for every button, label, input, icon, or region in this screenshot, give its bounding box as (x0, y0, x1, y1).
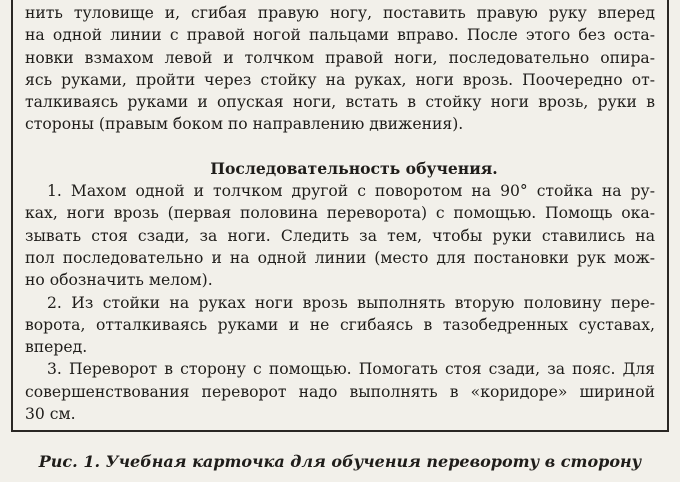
text-line: ках, ноги врозь (первая половина переворота) с помощью. Помощь ока- (25, 204, 655, 223)
text-line: 1. Махом одной и толчком другой с поворотом на 90° стойка на ру- (47, 182, 655, 201)
text-line: но обозначить мелом). (25, 271, 213, 290)
text-line: стороны (правым боком по направлению движения). (25, 115, 464, 134)
text-line: нить туловище и, сгибая правую ногу, поставить правую руку вперед (25, 4, 655, 22)
text-line: талкиваясь руками и опуская ноги, встать в стойку ноги врозь, руки в (25, 93, 655, 112)
text-line: 30 см. (25, 405, 76, 424)
text-line: 2. Из стойки на руках ноги врозь выполнять вторую половину пере- (47, 293, 655, 312)
step-3-paragraph (25, 358, 655, 425)
instruction-card (11, 0, 669, 432)
figure-caption: Рис. 1. Учебная карточка для обучения перевороту в сторону (38, 452, 642, 471)
text-line: 3. Переворот в сторону с помощью. Помогать стоя сзади, за пояс. Для (47, 360, 655, 379)
intro-paragraph (25, 2, 655, 136)
text-line: зывать стоя сзади, за ноги. Следить за тем, чтобы руки ставились на (25, 226, 655, 245)
text-line: пол последовательно и на одной линии (место для постановки рук мож- (25, 248, 655, 267)
text-line: ворота, отталкиваясь руками и не сгибаясь в тазобедренных суставах, (25, 315, 655, 334)
text-line: ясь руками, пройти через стойку на руках, ноги врозь. Поочередно от- (25, 70, 655, 89)
step-1-paragraph (25, 180, 655, 291)
section-gap (25, 136, 655, 158)
step-2-paragraph (25, 292, 655, 359)
text-line: новки взмахом левой и толчком правой ноги, последовательно опира- (25, 48, 655, 67)
section-heading: Последовательность обучения. (210, 158, 498, 178)
text-line: вперед. (25, 338, 88, 357)
text-line: на одной линии с правой ногой пальцами вправо. После этого без оста- (25, 26, 655, 45)
text-line: совершенствования переворот надо выполнять в «коридоре» шириной (25, 382, 655, 401)
